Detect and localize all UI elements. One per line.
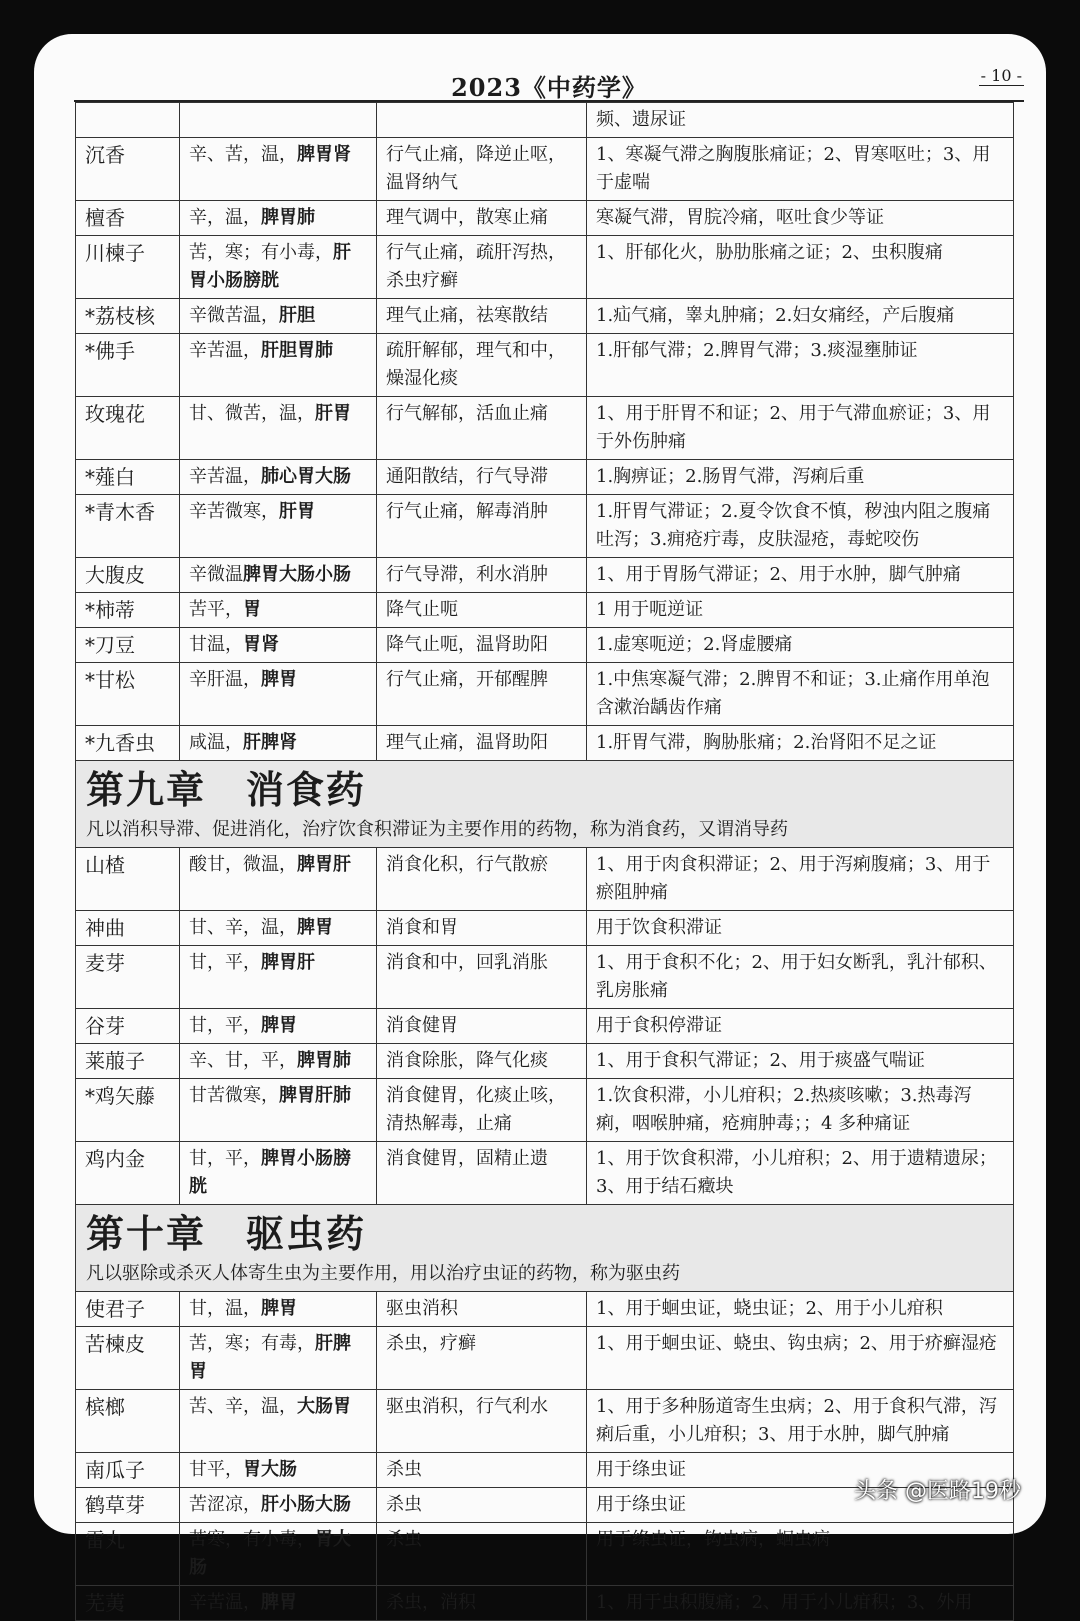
property-text: 辛微温 <box>189 564 243 585</box>
property-cell <box>180 726 377 761</box>
indication-cell: 1、用于肉食积滞证；2、用于泻痢腹痛；3、用于瘀阻肿痛 <box>587 848 1014 911</box>
table-row <box>76 558 1014 593</box>
property-text: 甘、微苦，温， <box>189 403 315 424</box>
indication-cell: 1.饮食积滞，小儿疳积；2.热痰咳嗽；3.热毒泻痢，咽喉肿痛，疮痈肿毒；；4 多种痛证 <box>587 1079 1014 1142</box>
effect-cell: 杀虫，消积 <box>377 1586 587 1621</box>
herb-name-cell: 使君子 <box>76 1292 180 1327</box>
effect-cell: 疏肝解郁，理气和中，燥湿化痰 <box>377 334 587 397</box>
meridian-text: 肝胆胃肺 <box>261 340 333 361</box>
meridian-text: 脾胃 <box>261 1592 297 1613</box>
effect-cell: 行气导滞，利水消肿 <box>377 558 587 593</box>
chapter-title: 第九章 消食药 <box>86 768 367 812</box>
indication-cell: 1、寒凝气滞之胸腹胀痛证；2、胃寒呕吐；3、用于虚喘 <box>587 138 1014 201</box>
property-text: 苦涩凉， <box>189 1494 261 1515</box>
indication-cell: 1.中焦寒凝气滞；2.脾胃不和证；3.止痛作用单泡含漱治龋齿作痛 <box>587 663 1014 726</box>
meridian-text: 脾胃 <box>261 1015 297 1036</box>
chapter-description: 凡以消积导滞、促进消化，治疗饮食积滞证为主要作用的药物，称为消食药，又谓消导药 <box>86 819 788 840</box>
effect-cell: 消食和中，回乳消胀 <box>377 946 587 1009</box>
meridian-text: 胃肾 <box>243 634 279 655</box>
meridian-text: 脾胃肺 <box>261 207 315 228</box>
property-cell <box>180 1009 377 1044</box>
property-cell <box>180 1079 377 1142</box>
effect-cell: 杀虫 <box>377 1523 587 1586</box>
property-cell <box>180 397 377 460</box>
herb-name-cell: 雷丸 <box>76 1523 180 1586</box>
property-text: 辛肝温， <box>189 669 261 690</box>
indication-cell: 用于食积停滞证 <box>587 1009 1014 1044</box>
property-text: 辛，温， <box>189 207 261 228</box>
meridian-text: 肝脾胃 <box>189 1333 351 1382</box>
effect-cell: 驱虫消积 <box>377 1292 587 1327</box>
table-row <box>76 495 1014 558</box>
meridian-text: 脾胃肝 <box>297 854 351 875</box>
meridian-text: 脾胃 <box>261 669 297 690</box>
indication-cell: 1.胸痹证；2.肠胃气滞，泻痢后重 <box>587 460 1014 495</box>
property-cell <box>180 1488 377 1523</box>
indication-cell: 1、用于肝胃不和证；2、用于气滞血瘀证；3、用于外伤肿痛 <box>587 397 1014 460</box>
property-text: 辛、甘，平， <box>189 1050 297 1071</box>
property-cell <box>180 1292 377 1327</box>
meridian-text: 肝脾肾 <box>243 732 297 753</box>
property-text: 辛微苦温， <box>189 305 279 326</box>
chapter-description: 凡以驱除或杀灭人体寄生虫为主要作用，用以治疗虫证的药物，称为驱虫药 <box>86 1263 680 1284</box>
chapter-cell <box>76 761 1014 848</box>
table-row <box>76 334 1014 397</box>
property-text: 甘平， <box>189 1459 243 1480</box>
effect-cell: 消食健胃 <box>377 1009 587 1044</box>
indication-cell: 1.肝胃气滞证；2.夏令饮食不慎，秽浊内阻之腹痛吐泻；3.痈疮疔毒，皮肤湿疮，毒蛇咬伤 <box>587 495 1014 558</box>
meridian-text: 胃大肠 <box>189 1529 351 1578</box>
effect-cell: 理气调中，散寒止痛 <box>377 201 587 236</box>
herb-table <box>75 102 1014 1621</box>
property-cell <box>180 1453 377 1488</box>
property-text: 甘，平， <box>189 1015 261 1036</box>
table-row <box>76 1292 1014 1327</box>
meridian-text: 肝胃 <box>279 501 315 522</box>
table-row <box>76 103 1014 138</box>
meridian-text: 脾胃 <box>261 1298 297 1319</box>
indication-cell: 1、肝郁化火，胁肋胀痛之证；2、虫积腹痛 <box>587 236 1014 299</box>
herb-name-cell: 莱菔子 <box>76 1044 180 1079</box>
effect-cell: 行气止痛，解毒消肿 <box>377 495 587 558</box>
table-row <box>76 663 1014 726</box>
table-row <box>76 138 1014 201</box>
herb-name-cell: 麦芽 <box>76 946 180 1009</box>
table-row <box>76 299 1014 334</box>
table-row <box>76 911 1014 946</box>
property-text: 辛苦温， <box>189 466 261 487</box>
effect-cell: 杀虫，疗癣 <box>377 1327 587 1390</box>
indication-cell: 1.疝气痛，睾丸肿痛；2.妇女痛经，产后腹痛 <box>587 299 1014 334</box>
table-row <box>76 397 1014 460</box>
page-header <box>74 62 1024 102</box>
effect-cell: 杀虫 <box>377 1453 587 1488</box>
indication-cell: 寒凝气滞，胃脘冷痛，呕吐食少等证 <box>587 201 1014 236</box>
herb-name-cell: 南瓜子 <box>76 1453 180 1488</box>
herb-name-cell: 大腹皮 <box>76 558 180 593</box>
property-cell <box>180 848 377 911</box>
herb-name-cell: 鸡内金 <box>76 1142 180 1205</box>
property-cell <box>180 236 377 299</box>
watermark: 头条 @医路19秒 <box>854 1479 1021 1504</box>
effect-cell: 消食和胃 <box>377 911 587 946</box>
herb-name-cell: 槟榔 <box>76 1390 180 1453</box>
table-row <box>76 593 1014 628</box>
property-cell <box>180 1327 377 1390</box>
table-row <box>76 1523 1014 1586</box>
indication-cell: 1、用于蛔虫证，蛲虫证；2、用于小儿疳积 <box>587 1292 1014 1327</box>
property-cell <box>180 103 377 138</box>
herb-name-cell: *刀豆 <box>76 628 180 663</box>
indication-cell: 1、用于饮食积滞，小儿疳积；2、用于遗精遗尿；3、用于结石癥块 <box>587 1142 1014 1205</box>
effect-cell: 通阳散结，行气导滞 <box>377 460 587 495</box>
meridian-text: 大肠胃 <box>297 1396 351 1417</box>
property-cell <box>180 593 377 628</box>
meridian-text: 脾胃肝肺 <box>279 1085 351 1106</box>
herb-name-cell: *甘松 <box>76 663 180 726</box>
chapter-title: 第十章 驱虫药 <box>86 1212 367 1256</box>
indication-cell: 频、遗尿证 <box>587 103 1014 138</box>
herb-name-cell: 川楝子 <box>76 236 180 299</box>
property-cell <box>180 911 377 946</box>
indication-cell: 用于绦虫证，钩虫病，蛔虫病 <box>587 1523 1014 1586</box>
table-row <box>76 946 1014 1009</box>
effect-cell: 行气止痛，降逆止呕，温肾纳气 <box>377 138 587 201</box>
property-cell <box>180 628 377 663</box>
property-cell <box>180 558 377 593</box>
property-text: 甘，平， <box>189 1148 261 1169</box>
herb-name-cell: 沉香 <box>76 138 180 201</box>
property-cell <box>180 334 377 397</box>
effect-cell: 行气止痛，疏肝泻热，杀虫疗癣 <box>377 236 587 299</box>
meridian-text: 肝胃 <box>315 403 351 424</box>
indication-cell: 1、用于蛔虫证、蛲虫、钩虫病；2、用于疥癣湿疮 <box>587 1327 1014 1390</box>
property-text: 咸温， <box>189 732 243 753</box>
indication-cell: 1、用于胃肠气滞证；2、用于水肿，脚气肿痛 <box>587 558 1014 593</box>
property-cell <box>180 138 377 201</box>
indication-cell: 用于饮食积滞证 <box>587 911 1014 946</box>
table-row <box>76 460 1014 495</box>
property-text: 甘，平， <box>189 952 261 973</box>
indication-cell: 1 用于呃逆证 <box>587 593 1014 628</box>
herb-name-cell: 山楂 <box>76 848 180 911</box>
herb-name-cell: 玫瑰花 <box>76 397 180 460</box>
table-row <box>76 1327 1014 1390</box>
table-row <box>76 1390 1014 1453</box>
meridian-text: 脾胃 <box>297 917 333 938</box>
property-cell <box>180 299 377 334</box>
herb-name-cell <box>76 103 180 138</box>
property-text: 甘，温， <box>189 1298 261 1319</box>
property-text: 甘温， <box>189 634 243 655</box>
herb-name-cell: 芜荑 <box>76 1586 180 1621</box>
meridian-text: 脾胃肺 <box>297 1050 351 1071</box>
meridian-text: 脾胃大肠小肠 <box>243 564 351 585</box>
effect-cell: 驱虫消积，行气利水 <box>377 1390 587 1453</box>
indication-cell: 1、用于多种肠道寄生虫病；2、用于食积气滞，泻痢后重，小儿疳积；3、用于水肿，脚气肿痛 <box>587 1390 1014 1453</box>
effect-cell: 理气止痛，祛寒散结 <box>377 299 587 334</box>
property-text: 辛、苦，温， <box>189 144 297 165</box>
property-text: 苦、辛，温， <box>189 1396 297 1417</box>
chapter-row <box>76 761 1014 848</box>
meridian-text: 肝胃小肠膀胱 <box>189 242 351 291</box>
herb-name-cell: 神曲 <box>76 911 180 946</box>
effect-cell: 消食健胃，固精止遗 <box>377 1142 587 1205</box>
property-text: 辛苦温， <box>189 1592 261 1613</box>
property-cell <box>180 1044 377 1079</box>
meridian-text: 肝小肠大肠 <box>261 1494 351 1515</box>
meridian-text: 肝胆 <box>279 305 315 326</box>
herb-name-cell: *佛手 <box>76 334 180 397</box>
property-cell <box>180 946 377 1009</box>
table-row <box>76 201 1014 236</box>
property-text: 苦平， <box>189 599 243 620</box>
property-cell <box>180 663 377 726</box>
indication-cell: 1、用于食积气滞证；2、用于痰盛气喘证 <box>587 1044 1014 1079</box>
indication-cell: 用于绦虫证 <box>587 1488 1014 1523</box>
indication-cell: 1.虚寒呃逆；2.肾虚腰痛 <box>587 628 1014 663</box>
herb-name-cell: 苦楝皮 <box>76 1327 180 1390</box>
meridian-text: 胃 <box>243 599 261 620</box>
indication-cell: 1、用于食积不化；2、用于妇女断乳，乳汁郁积、乳房胀痛 <box>587 946 1014 1009</box>
table-row <box>76 628 1014 663</box>
indication-cell: 用于绦虫证 <box>587 1453 1014 1488</box>
herb-name-cell: *青木香 <box>76 495 180 558</box>
property-text: 酸甘，微温， <box>189 854 297 875</box>
effect-cell: 消食除胀，降气化痰 <box>377 1044 587 1079</box>
table-row <box>76 848 1014 911</box>
meridian-text: 脾胃肝 <box>261 952 315 973</box>
meridian-text: 脾胃小肠膀胱 <box>189 1148 351 1197</box>
herb-name-cell: *薤白 <box>76 460 180 495</box>
property-cell <box>180 1523 377 1586</box>
effect-cell: 杀虫 <box>377 1488 587 1523</box>
effect-cell <box>377 103 587 138</box>
herb-name-cell: 鹤草芽 <box>76 1488 180 1523</box>
effect-cell: 理气止痛，温肾助阳 <box>377 726 587 761</box>
meridian-text: 肺心胃大肠 <box>261 466 351 487</box>
table-row <box>76 1044 1014 1079</box>
effect-cell: 消食健胃，化痰止咳，清热解毒，止痛 <box>377 1079 587 1142</box>
effect-cell: 行气解郁，活血止痛 <box>377 397 587 460</box>
effect-cell: 降气止呃 <box>377 593 587 628</box>
herb-name-cell: *荔枝核 <box>76 299 180 334</box>
property-cell <box>180 201 377 236</box>
property-cell <box>180 460 377 495</box>
table-row <box>76 726 1014 761</box>
property-text: 苦，寒；有小毒， <box>189 242 333 263</box>
property-cell <box>180 1586 377 1621</box>
page-number: - 10 - <box>980 66 1022 85</box>
table-row <box>76 1079 1014 1142</box>
chapter-cell <box>76 1205 1014 1292</box>
herb-name-cell: *鸡矢藤 <box>76 1079 180 1142</box>
property-text: 苦寒，有小毒， <box>189 1529 315 1550</box>
property-text: 甘苦微寒， <box>189 1085 279 1106</box>
chapter-row <box>76 1205 1014 1292</box>
property-cell <box>180 1142 377 1205</box>
meridian-text: 脾胃肾 <box>297 144 351 165</box>
property-text: 苦，寒；有毒， <box>189 1333 315 1354</box>
effect-cell: 消食化积，行气散瘀 <box>377 848 587 911</box>
meridian-text: 胃大肠 <box>243 1459 297 1480</box>
indication-cell: 1、用于虫积腹痛；2、用于小儿疳积；3、外用 <box>587 1586 1014 1621</box>
herb-name-cell: *九香虫 <box>76 726 180 761</box>
property-cell <box>180 1390 377 1453</box>
effect-cell: 行气止痛，开郁醒脾 <box>377 663 587 726</box>
document-page <box>34 34 1046 1615</box>
indication-cell: 1.肝胃气滞，胸胁胀痛；2.治肾阳不足之证 <box>587 726 1014 761</box>
table-row <box>76 1142 1014 1205</box>
document-title: 2023《中药学》 <box>451 73 647 102</box>
effect-cell: 降气止呃，温肾助阳 <box>377 628 587 663</box>
herb-name-cell: 谷芽 <box>76 1009 180 1044</box>
property-cell <box>180 495 377 558</box>
herb-name-cell: *柿蒂 <box>76 593 180 628</box>
indication-cell: 1.肝郁气滞；2.脾胃气滞；3.痰湿壅肺证 <box>587 334 1014 397</box>
herb-name-cell: 檀香 <box>76 201 180 236</box>
property-text: 甘、辛，温， <box>189 917 297 938</box>
table-row <box>76 236 1014 299</box>
property-text: 辛苦温， <box>189 340 261 361</box>
table-row <box>76 1009 1014 1044</box>
property-text: 辛苦微寒， <box>189 501 279 522</box>
table-row <box>76 1586 1014 1621</box>
